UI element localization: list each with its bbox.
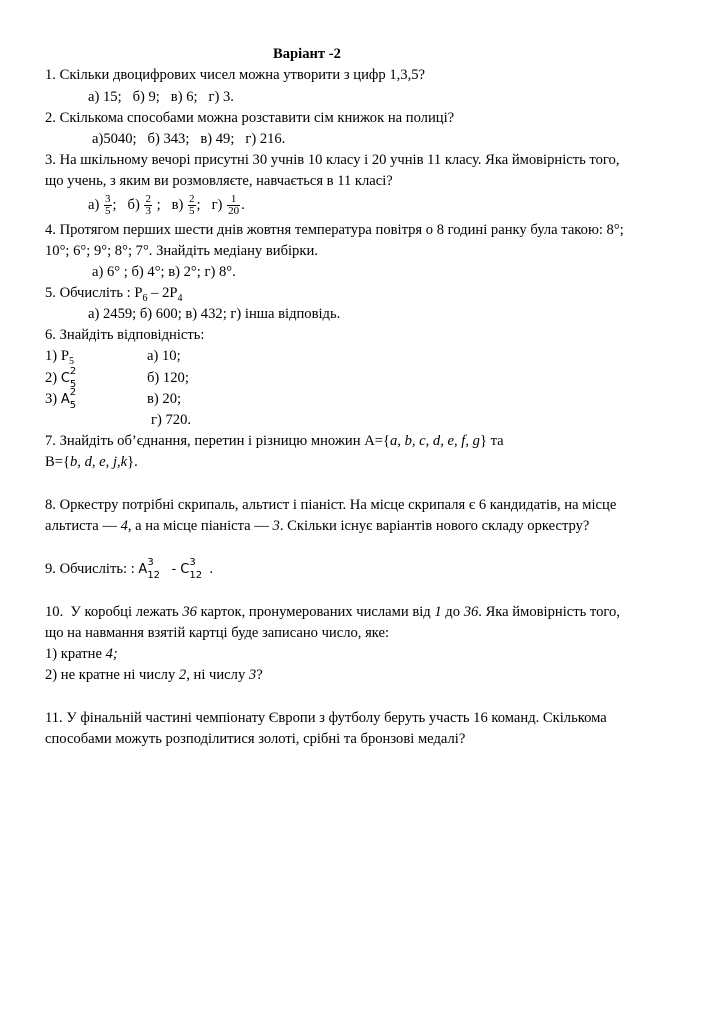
q3-option-c: в) $\frac{2}{5}$ ; xyxy=(171,193,201,218)
fraction: $\frac{2}{5}$ xyxy=(189,193,195,218)
question-4-line-2: 10°; 6°; 9°; 8°; 7°. Знайдіть медіану вибірки. xyxy=(45,243,318,259)
q6-left-item-3: 3) A 2 5 xyxy=(45,387,77,411)
question-10-item-2: 2) не кратне ні числу 2, ні числу 3? xyxy=(45,667,263,683)
question-2-answers: а)5040; б) 343; в) 49; г) 216. xyxy=(92,131,286,147)
q6-left-item-1: 1) $P_5$ xyxy=(45,348,74,367)
question-2-text: 2. Скількома способами можна розставити сім книжок на полиці? xyxy=(45,110,455,126)
fraction: $\frac{1}{20}$ xyxy=(228,193,240,218)
question-11-line-1: 11. У фінальній частині чемпіонату Європи з футболу беруть участь 16 команд. Скількома xyxy=(45,710,607,726)
page-title: Варіант -2 xyxy=(273,46,341,62)
question-3-answers xyxy=(88,192,245,218)
q6-right-item-1: а) 10; xyxy=(147,348,181,364)
question-3-line-1: 3. На шкільному вечорі присутні 30 учнів 10 класу і 20 учнів 11 класу. Яка ймовірність того, xyxy=(45,152,620,168)
question-10-line-2: що на навмання взятій картці буде записано число, яке: xyxy=(45,625,390,641)
q3-option-a: а) $\frac{3}{5}$ ; xyxy=(88,193,117,218)
question-5-answers: а) 2459; б) 600; в) 432; г) інша відповідь. xyxy=(88,306,341,322)
question-7-line-1: 7. Знайдіть об’єднання, перетин і різницю множин А={a, b, c, d, e, f, g} та xyxy=(45,433,504,449)
q3-option-d: г) $\frac{1}{20}$ . xyxy=(211,193,245,218)
question-1-text: 1. Скільки двоцифрових чисел можна утворити з цифр 1,3,5? xyxy=(45,67,425,83)
q6-left-item-2: 2) C 2 5 xyxy=(45,366,77,390)
question-8-line-1: 8. Оркестру потрібні скрипаль, альтист і піаніст. На місце скрипаля є 6 кандидатів, на місце xyxy=(45,497,617,513)
q3-option-b: б) $\frac{2}{3}$ ; xyxy=(127,193,161,218)
question-5-text: 5. Обчисліть : $P_6 - 2P_4$ xyxy=(45,285,183,304)
question-7-line-2: В={b, d, e, j,k}. xyxy=(45,454,138,470)
question-1-answers: а) 15; б) 9; в) 6; г) 3. xyxy=(88,89,234,105)
question-3-line-2: що учень, з яким ви розмовляєте, навчається в 11 класі? xyxy=(45,173,393,189)
fraction: $\frac{2}{3}$ xyxy=(145,193,151,218)
q6-right-item-4: г) 720. xyxy=(151,412,192,428)
question-4-answers: а) 6° ; б) 4°; в) 2°; г) 8°. xyxy=(92,264,236,280)
q6-right-item-2: б) 120; xyxy=(147,370,189,386)
question-10-line-1: 10. У коробці лежать 36 карток, пронумерованих числами від 1 до 36. Яка ймовірність того, xyxy=(45,604,620,620)
question-10-item-1: 1) кратне 4; xyxy=(45,646,118,662)
fraction: $\frac{3}{5}$ xyxy=(105,193,111,218)
question-6-text: 6. Знайдіть відповідність: xyxy=(45,327,205,343)
question-8-line-2: альтиста — 4, а на місце піаніста — 3. Скільки існує варіантів нового складу оркестру? xyxy=(45,518,590,534)
q6-right-item-3: в) 20; xyxy=(147,391,182,407)
question-4-line-1: 4. Протягом перших шести днів жовтня температура повітря о 8 годині ранку була такою: 8°; xyxy=(45,222,624,238)
question-11-line-2: способами можуть розподілитися золоті, срібні та бронзові медалі? xyxy=(45,731,466,747)
question-9-text: 9. Обчисліть: : A 3 12 - C 3 12 . xyxy=(45,557,214,581)
